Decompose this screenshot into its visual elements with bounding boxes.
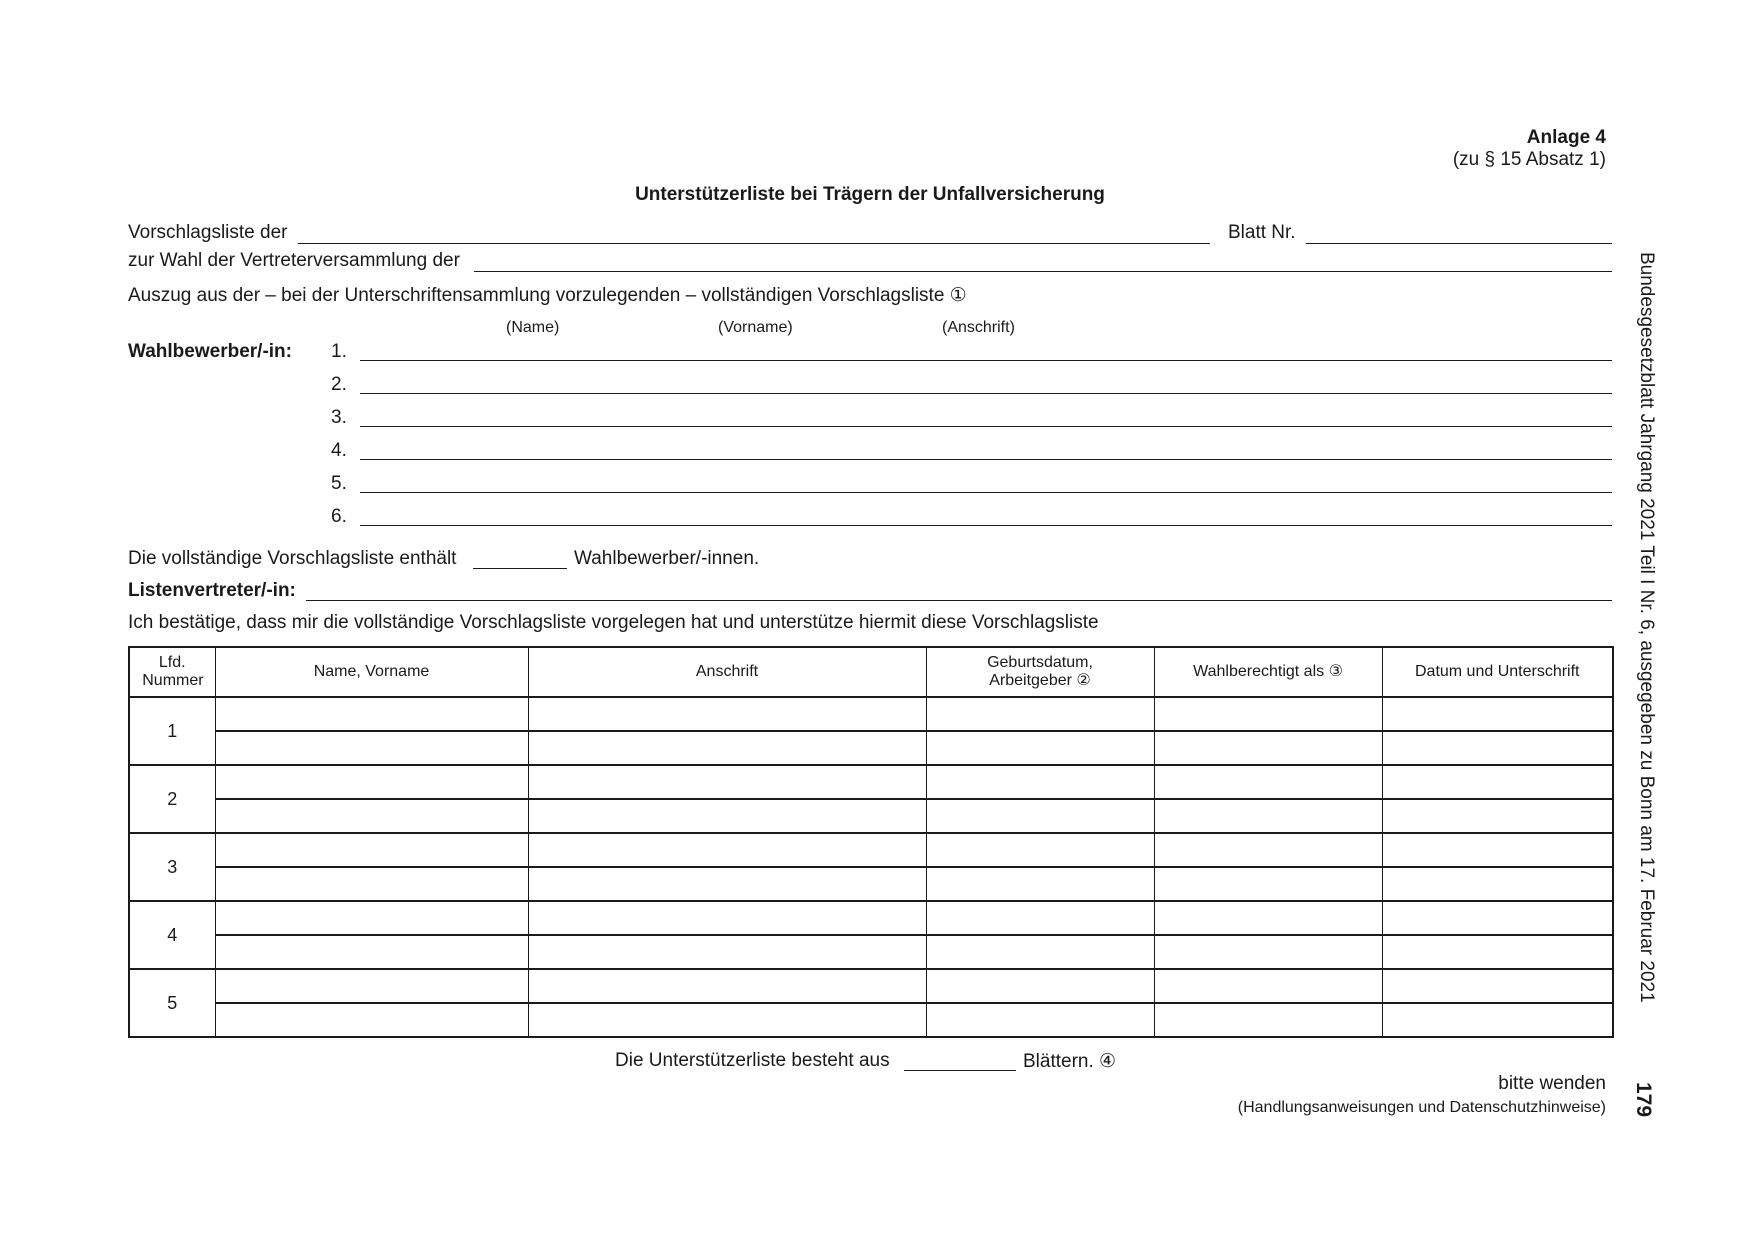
table-cell[interactable]	[926, 799, 1154, 833]
header-datum-unterschrift: Datum und Unterschrift	[1382, 647, 1613, 697]
header-lfd-nummer: Lfd. Nummer	[129, 647, 215, 697]
gazette-margin-text: Bundesgesetzblatt Jahrgang 2021 Teil I Nr. 6, ausgegeben zu Bonn am 17. Februar 2021	[1636, 252, 1657, 1003]
anlage-number: Anlage 4	[1526, 127, 1606, 148]
candidate-number: 2.	[331, 374, 347, 395]
table-row	[129, 765, 1613, 799]
header-anschrift: Anschrift	[528, 647, 926, 697]
wahlbewerber-count-field[interactable]	[473, 567, 567, 569]
table-cell[interactable]	[1154, 765, 1382, 799]
header-wahlberechtigt: Wahlberechtigt als ③	[1154, 647, 1382, 697]
document-title: Unterstützerliste bei Trägern der Unfallversicherung	[635, 184, 1105, 205]
besteht-prefix: Die Unterstützerliste besteht aus	[615, 1050, 890, 1071]
candidate-number: 5.	[331, 473, 347, 494]
page-number: 179	[1632, 1082, 1655, 1118]
candidate-field[interactable]	[360, 425, 1612, 427]
wahl-label: zur Wahl der Vertreterversammlung der	[128, 250, 460, 271]
candidate-number: 6.	[331, 506, 347, 527]
candidate-number: 1.	[331, 341, 347, 362]
table-cell[interactable]	[528, 867, 926, 901]
table-cell[interactable]	[1154, 833, 1382, 867]
table-cell[interactable]	[1154, 901, 1382, 935]
listenvertreter-label: Listenvertreter/-in:	[128, 580, 296, 601]
table-cell[interactable]	[1382, 901, 1613, 935]
listenvertreter-field[interactable]	[306, 599, 1612, 601]
table-row	[129, 799, 1613, 833]
table-cell[interactable]	[215, 901, 528, 935]
candidate-number: 3.	[331, 407, 347, 428]
table-cell[interactable]	[528, 799, 926, 833]
table-row	[129, 901, 1613, 935]
table-row	[129, 935, 1613, 969]
table-cell[interactable]	[1154, 799, 1382, 833]
candidate-field[interactable]	[360, 524, 1612, 526]
table-cell[interactable]	[926, 697, 1154, 731]
vertreterversammlung-field[interactable]	[474, 270, 1612, 272]
table-cell[interactable]	[1382, 697, 1613, 731]
table-cell[interactable]	[1382, 867, 1613, 901]
enthaelt-prefix: Die vollständige Vorschlagsliste enthält	[128, 548, 457, 569]
table-cell[interactable]	[215, 833, 528, 867]
table-row	[129, 731, 1613, 765]
bitte-wenden: bitte wenden	[1498, 1073, 1606, 1094]
vorschlagsliste-field[interactable]	[298, 242, 1210, 244]
enthaelt-suffix: Wahlbewerber/-innen.	[574, 548, 760, 569]
table-cell[interactable]	[528, 731, 926, 765]
table-cell[interactable]	[1154, 731, 1382, 765]
candidate-field[interactable]	[360, 392, 1612, 394]
table-cell[interactable]	[215, 799, 528, 833]
table-cell[interactable]	[1154, 1003, 1382, 1037]
table-cell[interactable]	[528, 969, 926, 1003]
table-cell[interactable]	[926, 867, 1154, 901]
table-cell[interactable]	[926, 833, 1154, 867]
table-cell[interactable]	[926, 765, 1154, 799]
anschrift-column-label: (Anschrift)	[942, 319, 1015, 336]
table-row	[129, 833, 1613, 867]
row-number: 5	[129, 969, 215, 1037]
table-row	[129, 867, 1613, 901]
table-cell[interactable]	[528, 901, 926, 935]
vorschlagsliste-label: Vorschlagsliste der	[128, 222, 288, 243]
blaetter-count-field[interactable]	[904, 1069, 1016, 1071]
table-cell[interactable]	[926, 1003, 1154, 1037]
table-cell[interactable]	[215, 867, 528, 901]
table-cell[interactable]	[528, 1003, 926, 1037]
wahlbewerber-label: Wahlbewerber/-in:	[128, 341, 292, 362]
row-number: 4	[129, 901, 215, 969]
table-row	[129, 969, 1613, 1003]
table-cell[interactable]	[1154, 867, 1382, 901]
blatt-nr-label: Blatt Nr.	[1228, 222, 1296, 243]
bestaetigung-text: Ich bestätige, dass mir die vollständige Vorschlagsliste vorgelegen hat und unterstütze hiermit diese Vorschlagsliste	[128, 612, 1099, 633]
table-cell[interactable]	[528, 935, 926, 969]
table-cell[interactable]	[528, 765, 926, 799]
table-cell[interactable]	[1154, 935, 1382, 969]
table-row	[129, 1003, 1613, 1037]
table-cell[interactable]	[1382, 935, 1613, 969]
besteht-suffix: Blättern. ④	[1023, 1051, 1117, 1072]
table-cell[interactable]	[1382, 969, 1613, 1003]
name-column-label: (Name)	[506, 319, 560, 336]
row-number: 1	[129, 697, 215, 765]
table-cell[interactable]	[926, 935, 1154, 969]
hinweise-note: (Handlungsanweisungen und Datenschutzhinweise)	[1237, 1099, 1606, 1116]
table-cell[interactable]	[1154, 969, 1382, 1003]
table-cell[interactable]	[215, 697, 528, 731]
table-cell[interactable]	[1382, 799, 1613, 833]
table-cell[interactable]	[1382, 833, 1613, 867]
table-cell[interactable]	[1382, 1003, 1613, 1037]
table-cell[interactable]	[215, 1003, 528, 1037]
table-cell[interactable]	[528, 697, 926, 731]
row-number: 3	[129, 833, 215, 901]
row-number: 2	[129, 765, 215, 833]
blatt-nr-field[interactable]	[1306, 242, 1612, 244]
candidate-field[interactable]	[360, 359, 1612, 361]
table-cell[interactable]	[215, 731, 528, 765]
table-cell[interactable]	[528, 833, 926, 867]
candidate-field[interactable]	[360, 458, 1612, 460]
table-cell[interactable]	[1382, 765, 1613, 799]
table-cell[interactable]	[1382, 731, 1613, 765]
table-cell[interactable]	[1154, 697, 1382, 731]
table-cell[interactable]	[215, 765, 528, 799]
supporter-table	[128, 646, 1614, 1038]
table-cell[interactable]	[215, 969, 528, 1003]
vorname-column-label: (Vorname)	[718, 319, 793, 336]
candidate-number: 4.	[331, 440, 347, 461]
table-cell[interactable]	[215, 935, 528, 969]
table-row	[129, 697, 1613, 731]
header-geburtsdatum: Geburtsdatum, Arbeitgeber ②	[926, 647, 1154, 697]
table-cell[interactable]	[926, 969, 1154, 1003]
table-cell[interactable]	[926, 731, 1154, 765]
header-name-vorname: Name, Vorname	[215, 647, 528, 697]
paragraph-reference: (zu § 15 Absatz 1)	[1452, 149, 1606, 170]
table-cell[interactable]	[926, 901, 1154, 935]
auszug-text: Auszug aus der – bei der Unterschriftensammlung vorzulegenden – vollständigen Vorschlagsliste ①	[128, 285, 967, 306]
candidate-field[interactable]	[360, 491, 1612, 493]
